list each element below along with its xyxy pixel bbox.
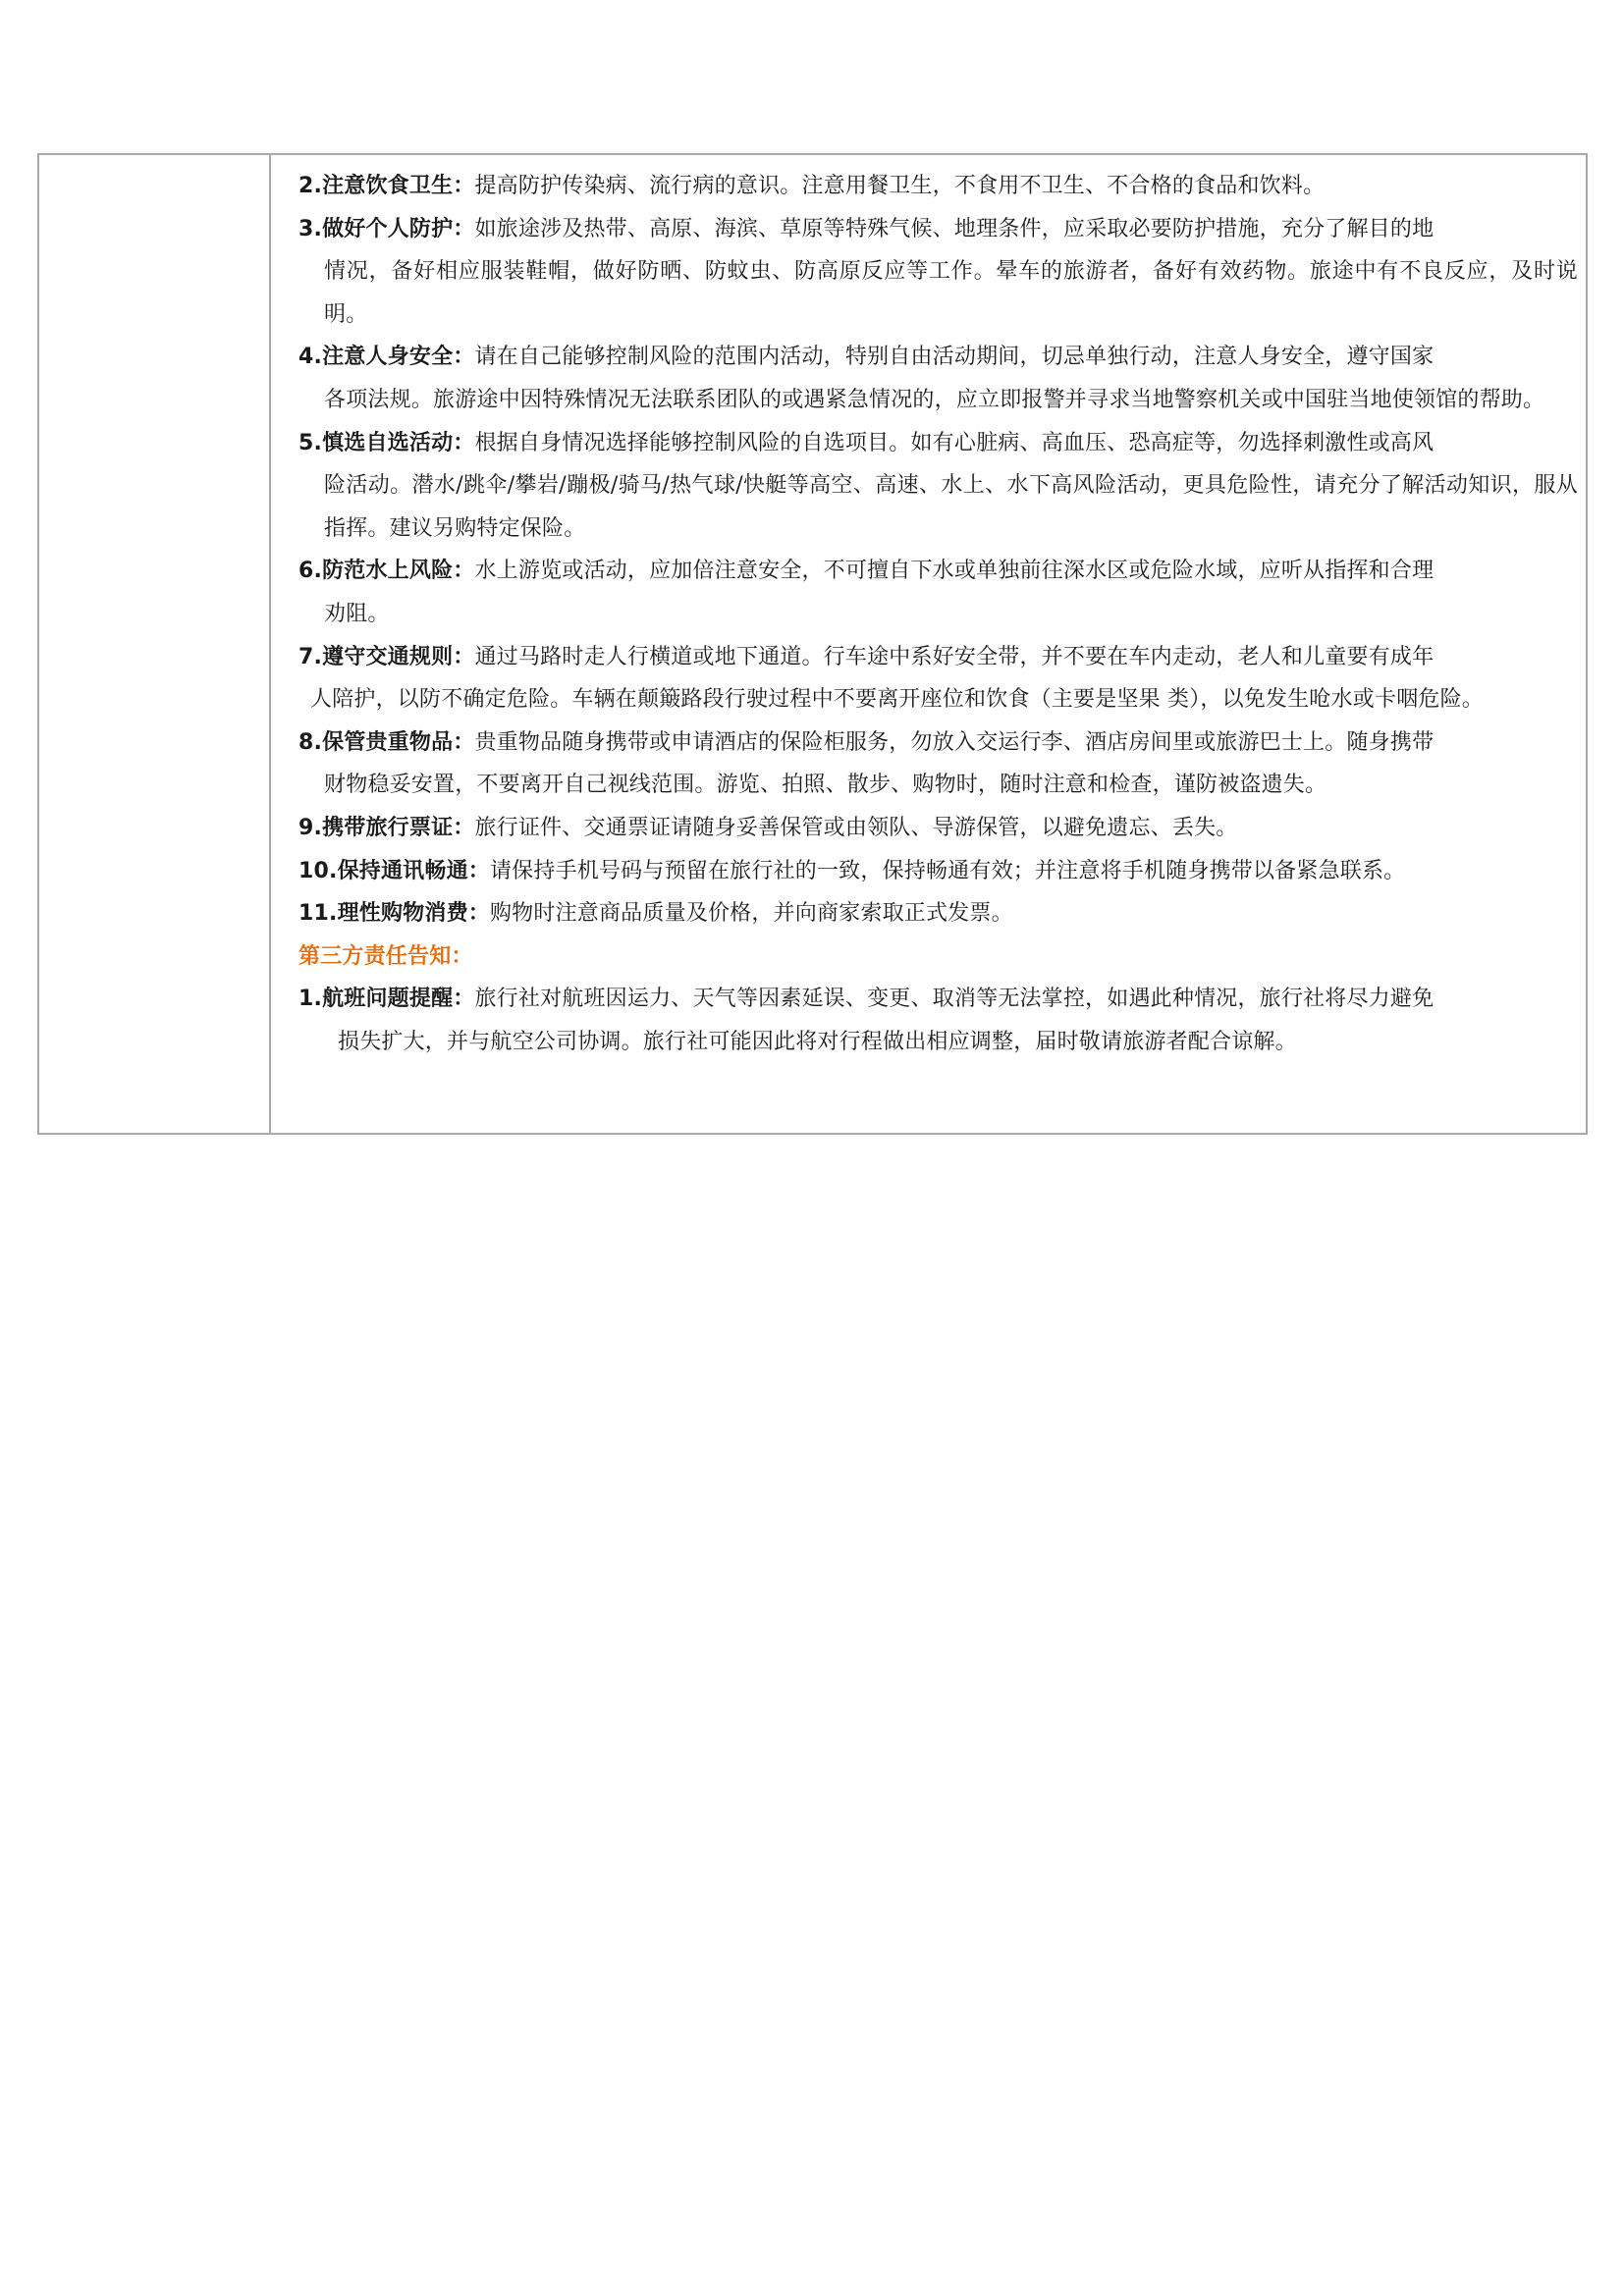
notice-item-traffic-rules <box>298 636 1578 721</box>
item-text: 旅行证件、交通票证请随身妥善保管或由领队、导游保管，以避免遗忘、丢失。 <box>474 815 1238 840</box>
item-text: 水上游览或活动，应加倍注意安全，不可擅自下水或单独前往深水区或危险水域，应听从指挥和合理 <box>474 559 1435 584</box>
notice-item-personal-safety <box>298 336 1578 421</box>
item-title: 遵守交通规则： <box>322 644 475 669</box>
notice-item-flight-issues <box>298 978 1578 1063</box>
item-title: 慎选自选活动： <box>322 430 475 455</box>
item-title: 携带旅行票证： <box>322 815 475 840</box>
item-number: 9. <box>298 815 323 840</box>
third-party-heading: 第三方责任告知： <box>298 943 473 969</box>
item-text: 根据自身情况选择能够控制风险的自选项目。如有心脏病、高血压、恐高症等，勿选择刺激性或高风 <box>474 430 1435 455</box>
item-number: 5. <box>298 430 323 455</box>
item-title: 理性购物消费： <box>337 901 490 927</box>
item-text: 贵重物品随身携带或申请酒店的保险柜服务，勿放入交运行李、酒店房间里或旅游巴士上。随身携带 <box>474 729 1435 755</box>
item-number: 6. <box>298 559 323 584</box>
item-title: 防范水上风险： <box>322 559 475 584</box>
item-title: 航班问题提醒： <box>322 987 475 1012</box>
item-title: 保持通讯畅通： <box>337 858 490 883</box>
item-text: 提高防护传染病、流行病的意识。注意用餐卫生，不食用不卫生、不合格的食品和饮料。 <box>474 174 1326 198</box>
item-title: 注意人身安全： <box>322 345 475 370</box>
item-number: 10. <box>298 858 338 883</box>
item-title: 做好个人防护： <box>322 216 475 241</box>
notice-item-shopping <box>298 892 1578 935</box>
item-number: 2. <box>298 174 323 198</box>
item-number: 8. <box>298 729 323 755</box>
table-right-cell <box>271 155 1586 1133</box>
item-number: 7. <box>298 644 323 669</box>
item-number: 11. <box>298 901 338 927</box>
item-continuation: 情况，备好相应服装鞋帽，做好防晒、防蚊虫、防高原反应等工作。晕车的旅游者，备好有效药物。旅途中有不良反应，及时说明。 <box>324 259 1578 327</box>
item-continuation: 财物稳妥安置，不要离开自己视线范围。游览、拍照、散步、购物时，随时注意和检查，谨防被盗遗失。 <box>324 773 1327 798</box>
notice-item-food-hygiene <box>298 165 1578 208</box>
item-title: 注意饮食卫生： <box>322 174 475 198</box>
item-text: 如旅途涉及热带、高原、海滨、草原等特殊气候、地理条件，应采取必要防护措施，充分了解目的地 <box>474 216 1435 241</box>
item-text: 请保持手机号码与预留在旅行社的一致，保持畅通有效；并注意将手机随身携带以备紧急联系。 <box>489 858 1406 883</box>
item-text: 购物时注意商品质量及价格，并向商家索取正式发票。 <box>489 901 1013 927</box>
item-continuation: 劝阻。 <box>324 601 390 626</box>
notice-table <box>37 153 1588 1135</box>
notice-item-personal-protection <box>298 208 1578 337</box>
item-continuation: 损失扩大，并与航空公司协调。旅行社可能因此将对行程做出相应调整，届时敬请旅游者配合谅解。 <box>338 1029 1297 1054</box>
item-title: 保管贵重物品： <box>322 729 475 755</box>
table-left-cell <box>39 155 271 1133</box>
item-text: 请在自己能够控制风险的范围内活动，特别自由活动期间，切忌单独行动，注意人身安全，遵守国家 <box>474 345 1435 370</box>
notice-item-communication <box>298 850 1578 893</box>
item-number: 1. <box>298 987 323 1012</box>
item-continuation: 各项法规。旅游途中因特殊情况无法联系团队的或遇紧急情况的，应立即报警并寻求当地警察机关或中国驻当地使领馆的帮助。 <box>324 387 1545 412</box>
notice-item-water-risk <box>298 550 1578 635</box>
item-number: 3. <box>298 216 323 241</box>
item-continuation: 人陪护，以防不确定危险。车辆在颠簸路段行驶过程中不要离开座位和饮食（主要是坚果 类），以免发生呛水或卡咽危险。 <box>310 687 1484 713</box>
item-number: 4. <box>298 345 323 370</box>
item-text: 旅行社对航班因运力、天气等因素延误、变更、取消等无法掌控，如遇此种情况，旅行社将尽力避免 <box>474 987 1435 1012</box>
notice-item-optional-activities <box>298 422 1578 551</box>
item-text: 通过马路时走人行横道或地下通道。行车途中系好安全带，并不要在车内走动，老人和儿童要有成年 <box>474 644 1435 669</box>
notice-item-travel-documents <box>298 807 1578 850</box>
item-continuation: 险活动。潜水/跳伞/攀岩/蹦极/骑马/热气球/快艇等高空、高速、水上、水下高风险活动，更具危险性，请充分了解活动知识，服从指挥。建议另购特定保险。 <box>324 473 1578 541</box>
notice-item-valuables <box>298 721 1578 807</box>
